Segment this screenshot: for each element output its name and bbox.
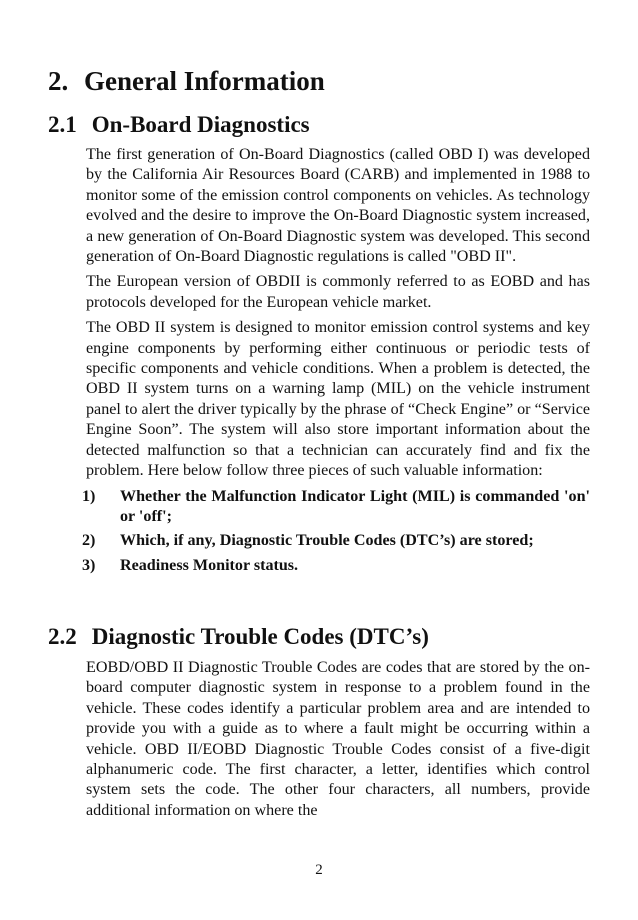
list-marker: 3) bbox=[82, 556, 96, 574]
section-title: On-Board Diagnostics bbox=[91, 112, 310, 137]
page-number: 2 bbox=[315, 862, 323, 878]
chapter-number: 2. bbox=[48, 66, 69, 96]
paragraph: The European version of OBDII is commonly referred to as EOBD and has protocols developed for the European vehicle market. bbox=[86, 273, 590, 311]
chapter-title: General Information bbox=[84, 66, 325, 96]
list-item bbox=[82, 487, 590, 528]
list-item bbox=[82, 531, 590, 551]
list-item bbox=[82, 556, 590, 576]
section-number: 2.2 bbox=[48, 624, 77, 649]
section-body-on-board-diagnostics bbox=[82, 145, 590, 580]
section-title: Diagnostic Trouble Codes (DTC’s) bbox=[91, 624, 429, 649]
list-item-text: Which, if any, Diagnostic Trouble Codes (DTC’s) are stored; bbox=[120, 532, 534, 550]
section-body-diagnostic-trouble-codes bbox=[86, 658, 590, 826]
list-marker: 2) bbox=[82, 532, 96, 550]
paragraph: EOBD/OBD II Diagnostic Trouble Codes are codes that are stored by the on-board computer diagnostic system in response to a problem found in the vehicle. These codes identify a particular problem area and are intended to provide you with a guide as to where a fault might be occurring within a vehicle. OBD II/EOBD Diagnostic Trouble Codes consist of a five-digit alphanumeric code. The first character, a letter, identifies which control system sets the code. The other four characters, all numbers, provide additional information on where the bbox=[86, 659, 590, 819]
section-heading-diagnostic-trouble-codes bbox=[48, 624, 429, 650]
paragraph: The OBD II system is designed to monitor emission control systems and key engine components by performing either continuous or periodic tests of specific components and vehicle conditions. When a problem is detected, the OBD II system turns on a warning lamp (MIL) on the vehicle instrument panel to alert the driver typically by the phrase of “Check Engine” or “Service Engine Soon”. The system will also store important information about the detected malfunction so that a technician can accurately find and fix the problem. Here below follow three pieces of such valuable information: bbox=[86, 319, 590, 480]
list-marker: 1) bbox=[82, 487, 96, 505]
section-number: 2.1 bbox=[48, 112, 77, 137]
list-item-text: Whether the Malfunction Indicator Light (MIL) is commanded 'on' or 'off'; bbox=[120, 487, 590, 525]
section-heading-on-board-diagnostics bbox=[48, 112, 310, 138]
info-list bbox=[82, 487, 590, 577]
paragraph: The first generation of On-Board Diagnostics (called OBD I) was developed by the California Air Resources Board (CARB) and implemented in 1988 to monitor some of the emission control components on vehicles. As technology evolved and the desire to improve the On-Board Diagnostic system increased, a new generation of On-Board Diagnostic system was developed. This second generation of On-Board Diagnostic regulations is called "OBD II". bbox=[86, 146, 590, 266]
list-item-text: Readiness Monitor status. bbox=[120, 556, 299, 574]
chapter-heading bbox=[48, 66, 325, 97]
